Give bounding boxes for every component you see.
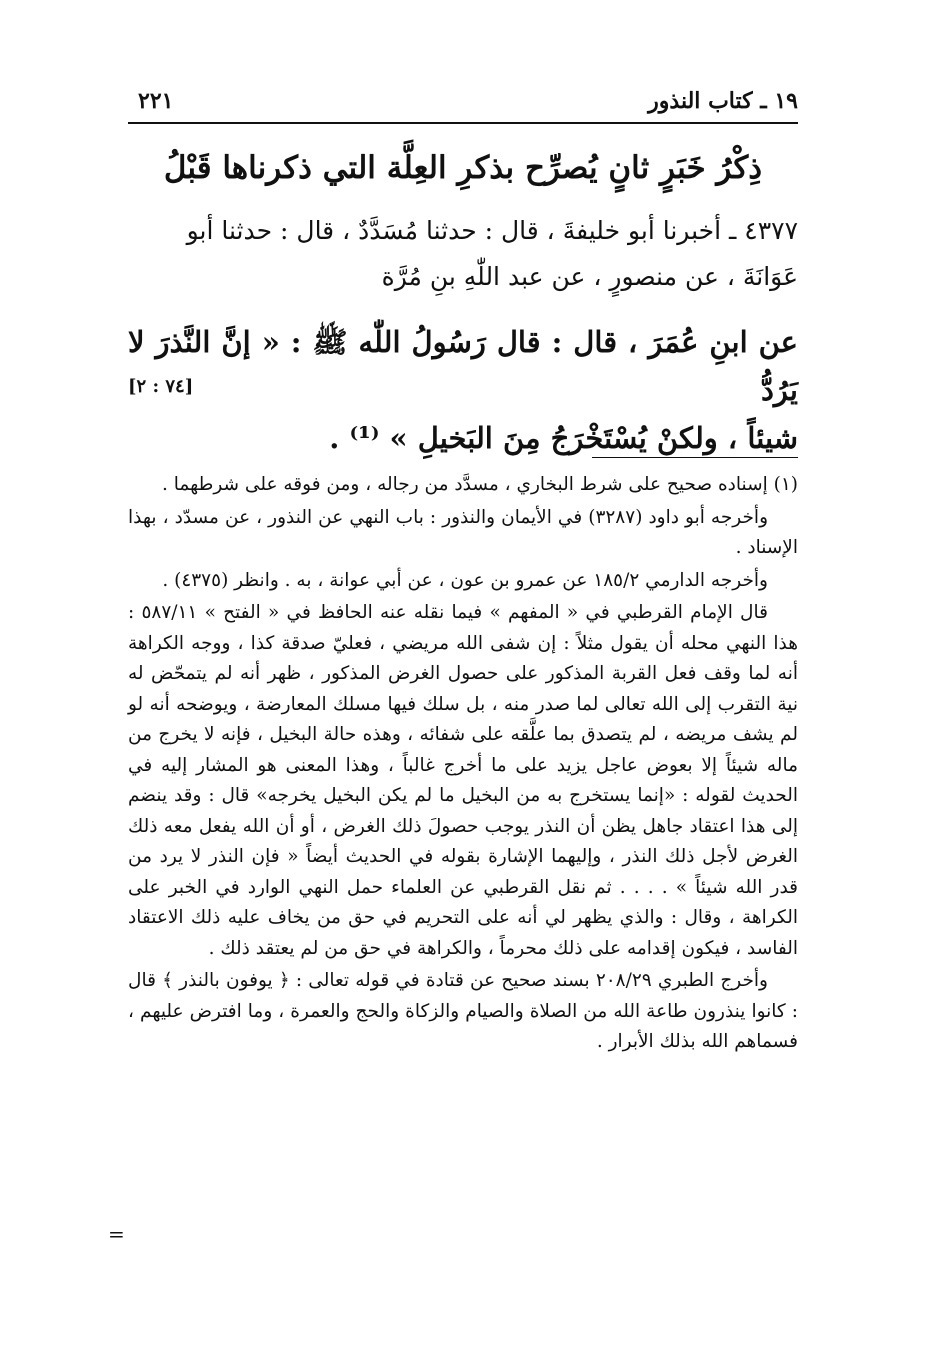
matn-line-2: شيئاً ، ولكنْ يُسْتَخْرَجُ مِنَ البَخيلِ » ⁽¹⁾ . [329,421,798,455]
footnote-paragraph: وأخرجه أبو داود (٣٢٨٧) في الأيمان والنذور : باب النهي عن النذور ، عن مسدّد ، بهذا الإسناد . [128,506,798,558]
running-header [128,86,798,124]
chapter-title: ١٩ ـ كتاب النذور [648,88,798,114]
continuation-mark: = [108,1222,125,1246]
matn-line-1: عن ابنِ عُمَرَ ، قال : قال رَسُولُ اللّٰه ﷺ : « إنَّ النَّذرَ لا يَرُدُّ [128,325,798,407]
section-title: ذِكْرُ خَبَرٍ ثانٍ يُصرِّح بذكرِ العِلَّة التي ذكرناها قَبْلُ [163,150,763,186]
isnad-line-1: ٤٣٧٧ ـ أخبرنا أبو خليفةَ ، قال : حدثنا مُسَدَّدٌ ، قال : حدثنا أبو [186,216,798,245]
page-number: ٢٢١ [138,88,174,114]
footnote-1: (١) إسناده صحيح على شرط البخاري ، مسدَّد من رجاله ، ومن فوقه على شرطهما . [161,474,798,495]
footnotes [128,470,798,1060]
hadith-reference: [٧٤ : ٢] [128,376,194,397]
isnad-line-2: عَوَانَةَ ، عن منصورٍ ، عن عبد اللّٰهِ بنِ مُرَّة [381,262,798,291]
footnote-paragraph: وأخرجه الدارمي ١٨٥/٢ عن عمرو بن عون ، عن أبي عوانة ، به . وانظر (٤٣٧٥) . [162,569,768,591]
hadith-matn [128,318,798,462]
footnote-paragraph: قال الإمام القرطبي في « المفهم » فيما نقله عنه الحافظ في « الفتح » ٥٨٧/١١ : هذا النهي محله أن يقول مثلاً : إن شفى الله مريضي ، فعليّ صدقة كذا ، ووجه الكراهة أنه لما وقف فعل القربة المذكور على حصول الغرض المذكور ، ظهر أنه لم يتمحّض له نية التقرب إلى الله تعالى لما صدر منه ، بل سلك فيها مسلك المعارضة ، ويوضحه أنه لو لم يشف مريضه ، لم يتصدق بما علَّقه على شفائه ، وهذه حالة البخيل ، فإنه لا يخرج من ماله شيئاً إلا بعوض عاجل يزيد على ما أخرج غالباً ، وهذا المعنى هو المشار إليه في الحديث لقوله : «إنما يستخرج به من البخيل ما لم يكن البخيل يخرجه» قال : وقد ينضم إلى هذا اعتقاد جاهل يظن أن النذر يوجب حصولَ ذلك الغرض ، أو أن الله يفعل معه ذلك الغرض لأجل ذلك النذر ، وإليهما الإشارة بقوله في الحديث أيضاً « فإن النذر لا يرد من قدر الله شيئاً » . . . . ثم نقل القرطبي عن العلماء حمل النهي الوارد في الخبر على الكراهة ، وقال : والذي يظهر لي أنه على التحريم في حق من يخاف عليه ذلك الاعتقاد الفاسد ، فيكون إقدامه على ذلك محرماً ، والكراهة في حق من لم يعتقد ذلك . [128,602,798,959]
footnote-separator [592,457,798,458]
hadith-isnad [128,208,798,300]
footnote-paragraph: وأخرج الطبري ٢٠٨/٢٩ بسند صحيح عن قتادة في قوله تعالى : ﴿ يوفون بالنذر ﴾ قال : كانوا ينذرون طاعة الله من الصلاة والصيام والزكاة والحج والعمرة ، وما افترض عليهم ، فسماهم الله بذلك الأبرار . [128,970,798,1052]
